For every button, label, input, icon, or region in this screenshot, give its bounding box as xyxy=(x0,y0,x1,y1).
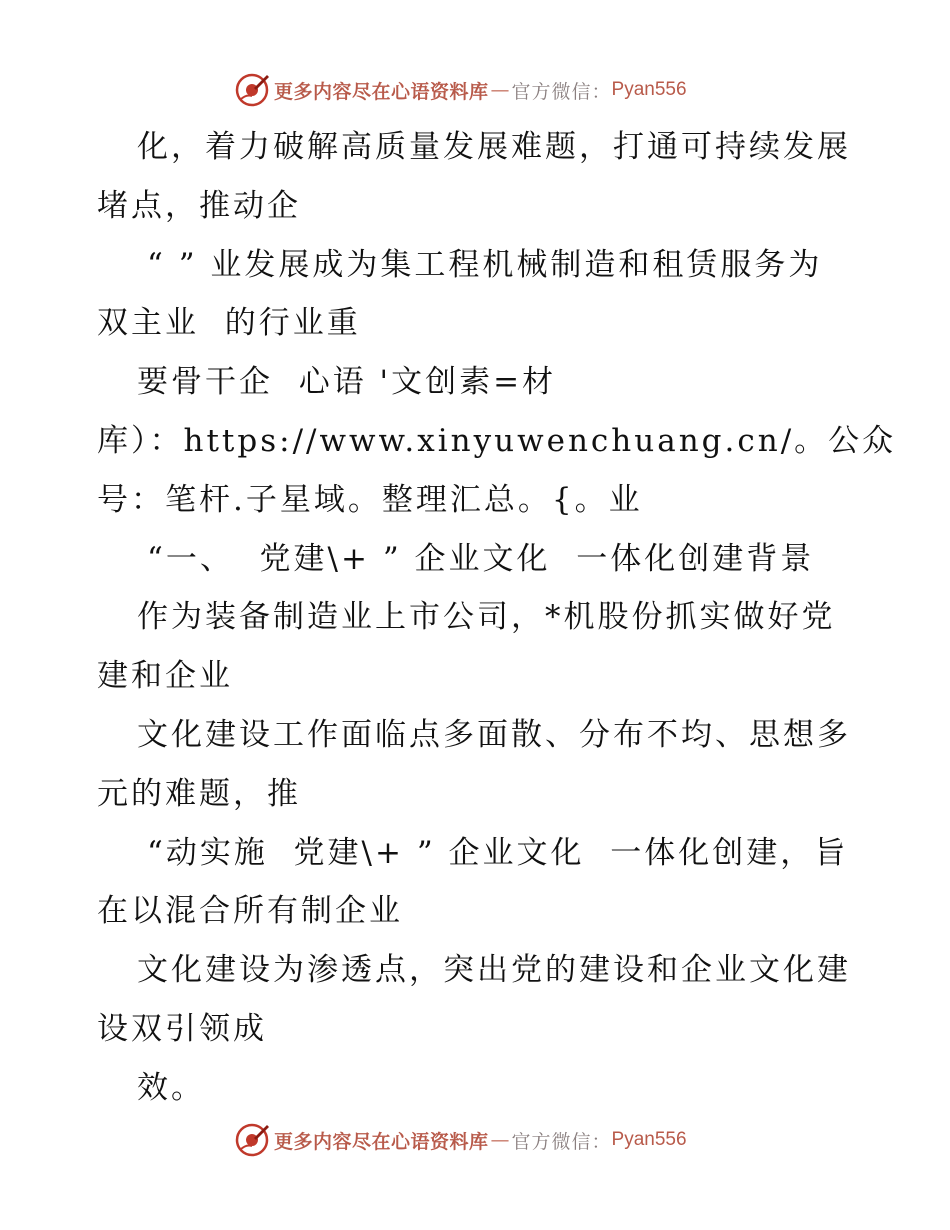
body-line: 文化建设工作面临点多面散、分布不均、思想多 xyxy=(137,716,851,753)
body-line: “动实施 党建\+ ” 企业文化 一体化创建，旨 xyxy=(147,834,849,871)
body-line: 双主业 的行业重 xyxy=(97,305,361,342)
body-line: 效。 xyxy=(137,1069,205,1106)
watermark-wechat-id: Pyan556 xyxy=(611,1129,687,1150)
watermark-site-text: 更多内容尽在心语资料库 xyxy=(274,1130,489,1153)
body-line: 元的难题，推 xyxy=(97,775,301,812)
body-line: 在以混合所有制企业 xyxy=(97,893,403,930)
watermark-wechat-id: Pyan556 xyxy=(611,79,687,100)
body-line: “ ” 业发展成为集工程机械制造和租赁服务为 xyxy=(147,246,823,283)
body-line: 建和企业 xyxy=(97,658,233,695)
body-line: 文化建设为渗透点，突出党的建设和企业文化建 xyxy=(137,952,851,989)
body-line: 库）：https://www.xinyuwenchuang.cn/。公众 xyxy=(97,422,897,459)
watermark-wechat-label: 官方微信： xyxy=(511,80,612,103)
body-line: 化，着力破解高质量发展难题，打通可持续发展 xyxy=(137,129,851,165)
watermark-site-text: 更多内容尽在心语资料库 xyxy=(274,80,489,103)
pen-logo-icon xyxy=(234,72,270,108)
document-body xyxy=(97,118,897,1118)
watermark-dash: — xyxy=(490,79,510,101)
body-line: 作为装备制造业上市公司，*机股份抓实做好党 xyxy=(137,599,836,636)
body-line: 堵点，推动企 xyxy=(97,187,301,224)
body-line: 要骨干企 心语 '文创素=材 xyxy=(137,364,557,401)
body-line: 号：笔杆.子星域。整理汇总。{。业 xyxy=(97,481,643,518)
watermark-dash: — xyxy=(490,1129,510,1151)
body-line: 设双引领成 xyxy=(97,1010,267,1047)
footer-watermark xyxy=(234,1120,687,1160)
header-watermark xyxy=(234,70,687,110)
section-heading: “一、 党建\+ ” 企业文化 一体化创建背景 xyxy=(147,540,815,577)
pen-logo-icon xyxy=(234,1122,270,1158)
watermark-wechat-label: 官方微信： xyxy=(511,1130,612,1153)
